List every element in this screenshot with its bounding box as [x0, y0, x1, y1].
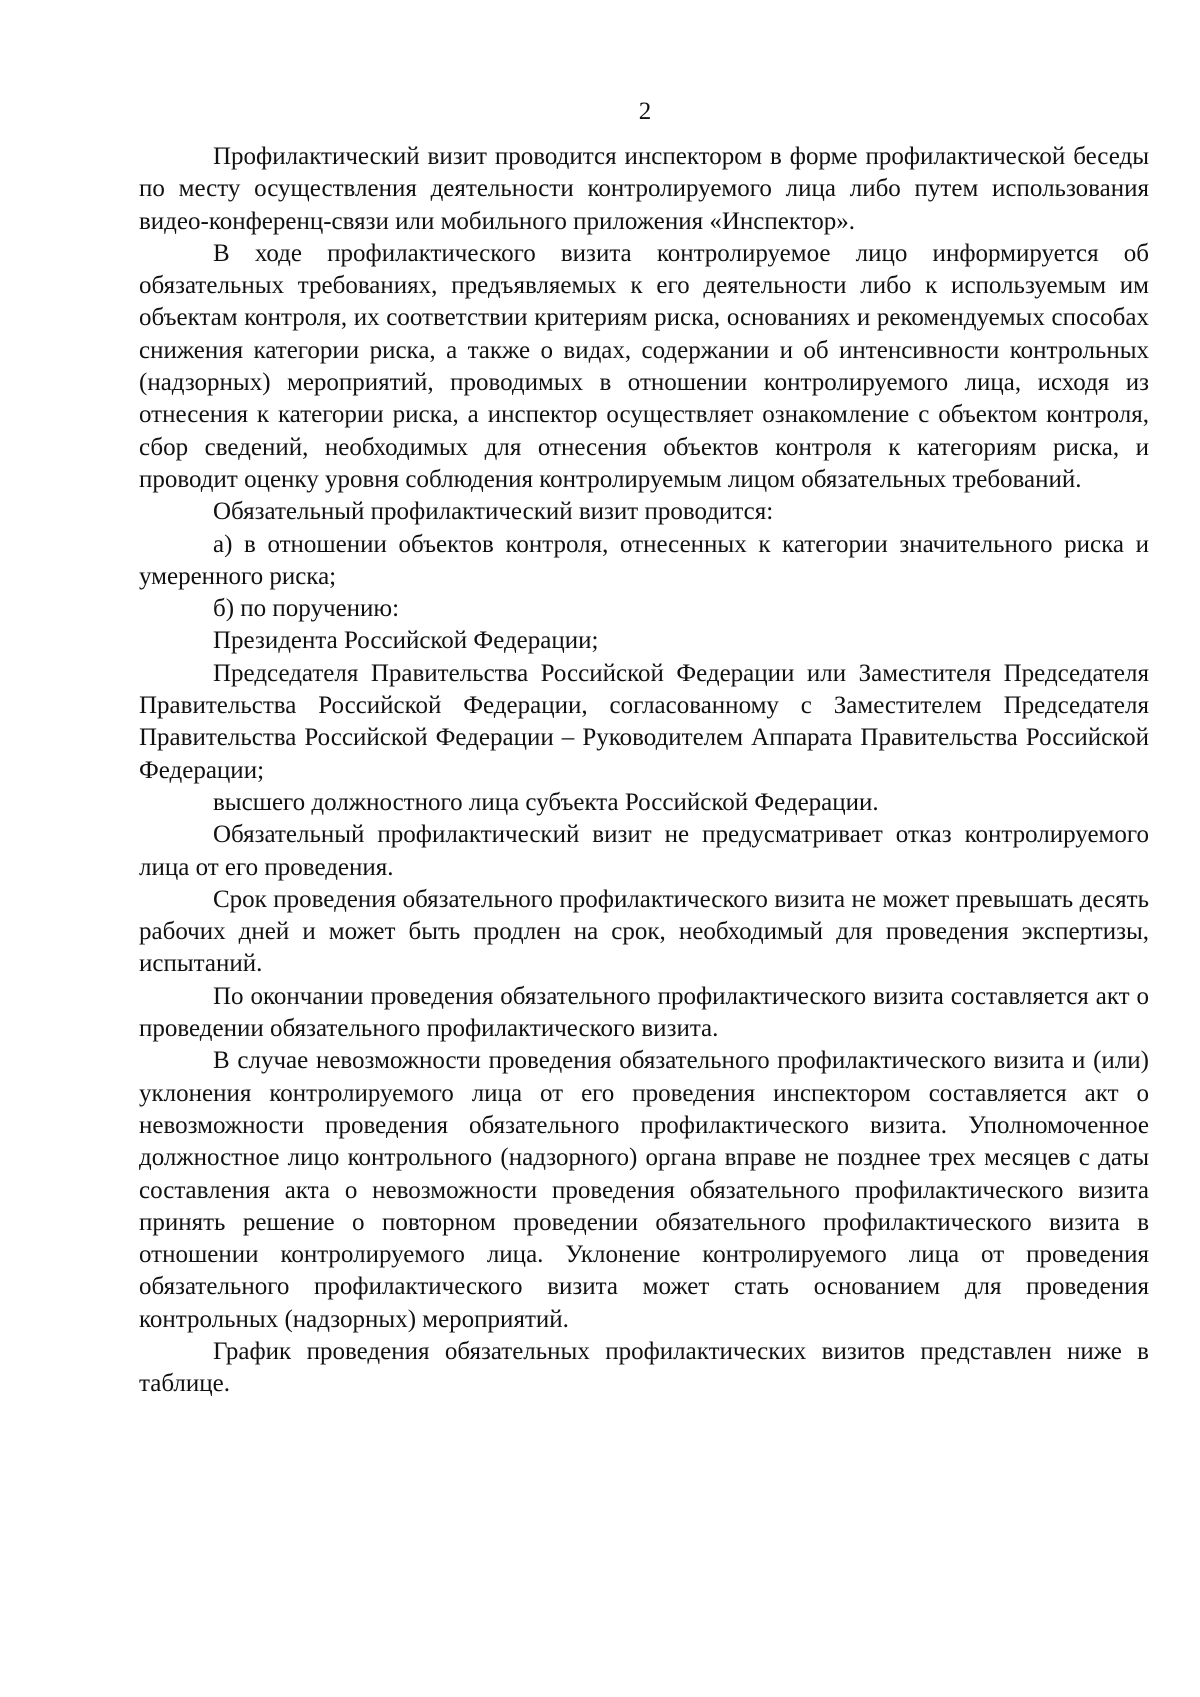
paragraph-schedule: График проведения обязательных профилактических визитов представлен ниже в таблице. — [139, 1337, 1149, 1398]
paragraph-impossibility: В случае невозможности проведения обязательного профилактического визита и (или) уклонения контролируемого лица от его проведения инспектором составляется акт о невозможности проведения обязательного профилактического визита. Уполномоченное должностное лицо контрольного (надзорного) органа вправе не позднее трех месяцев с даты составления акта о невозможности проведения обязательного профилактического визита принять решение о повторном проведении обязательного профилактического визита в отношении контролируемого лица. Уклонение контролируемого лица от проведения обязательного профилактического визита может стать основанием для проведения контрольных (надзорных) мероприятий. — [139, 1047, 1149, 1333]
paragraph-visit-content: В ходе профилактического визита контролируемое лицо информируется об обязательных требованиях, предъявляемых к его деятельности либо к используемым им объектам контроля, их соответствии критериям риска, основаниях и рекомендуемых способах снижения категории риска, а также о видах, содержании и об интенсивности контрольных (надзорных) мероприятий, проводимых в отношении контролируемого лица, исходя из отнесения к категории риска, а инспектор осуществляет ознакомление с объектом контроля, сбор сведений, необходимых для отнесения объектов контроля к категориям риска, и проводит оценку уровня соблюдения контролируемым лицом обязательных требований. — [139, 239, 1149, 493]
paragraph-visit-form: Профилактический визит проводится инспектором в форме профилактической беседы по месту осуществления деятельности контролируемого лица либо путем использования видео-конференц-связи или мобильного приложения «Инспектор». — [139, 143, 1149, 235]
paragraph-regional-official: высшего должностного лица субъекта Российской Федерации. — [213, 788, 879, 816]
paragraph-president: Президента Российской Федерации; — [213, 627, 599, 655]
paragraph-item-b: б) по поручению: — [213, 595, 400, 623]
paragraph-item-a: а) в отношении объектов контроля, отнесенных к категории значительного риска и умеренного риска; — [139, 530, 1149, 590]
paragraph-mandatory-visit-intro: Обязательный профилактический визит проводится: — [213, 498, 774, 526]
paragraph-duration: Срок проведения обязательного профилактического визита не может превышать десять рабочих дней и может быть продлен на срок, необходимый для проведения экспертизы, испытаний. — [139, 885, 1149, 978]
paragraph-no-refusal: Обязательный профилактический визит не предусматривает отказ контролируемого лица от его проведения. — [139, 821, 1149, 881]
paragraph-act: По окончании проведения обязательного профилактического визита составляется акт о проведении обязательного профилактического визита. — [139, 982, 1149, 1043]
document-body — [139, 141, 1149, 1401]
page-number: 2 — [638, 98, 652, 125]
paragraph-government-chair: Председателя Правительства Российской Федерации или Заместителя Председателя Правительства Российской Федерации, согласованному с Заместителем Председателя Правительства Российской Федерации – Руководителем Аппарата Правительства Российской Федерации; — [139, 659, 1149, 784]
